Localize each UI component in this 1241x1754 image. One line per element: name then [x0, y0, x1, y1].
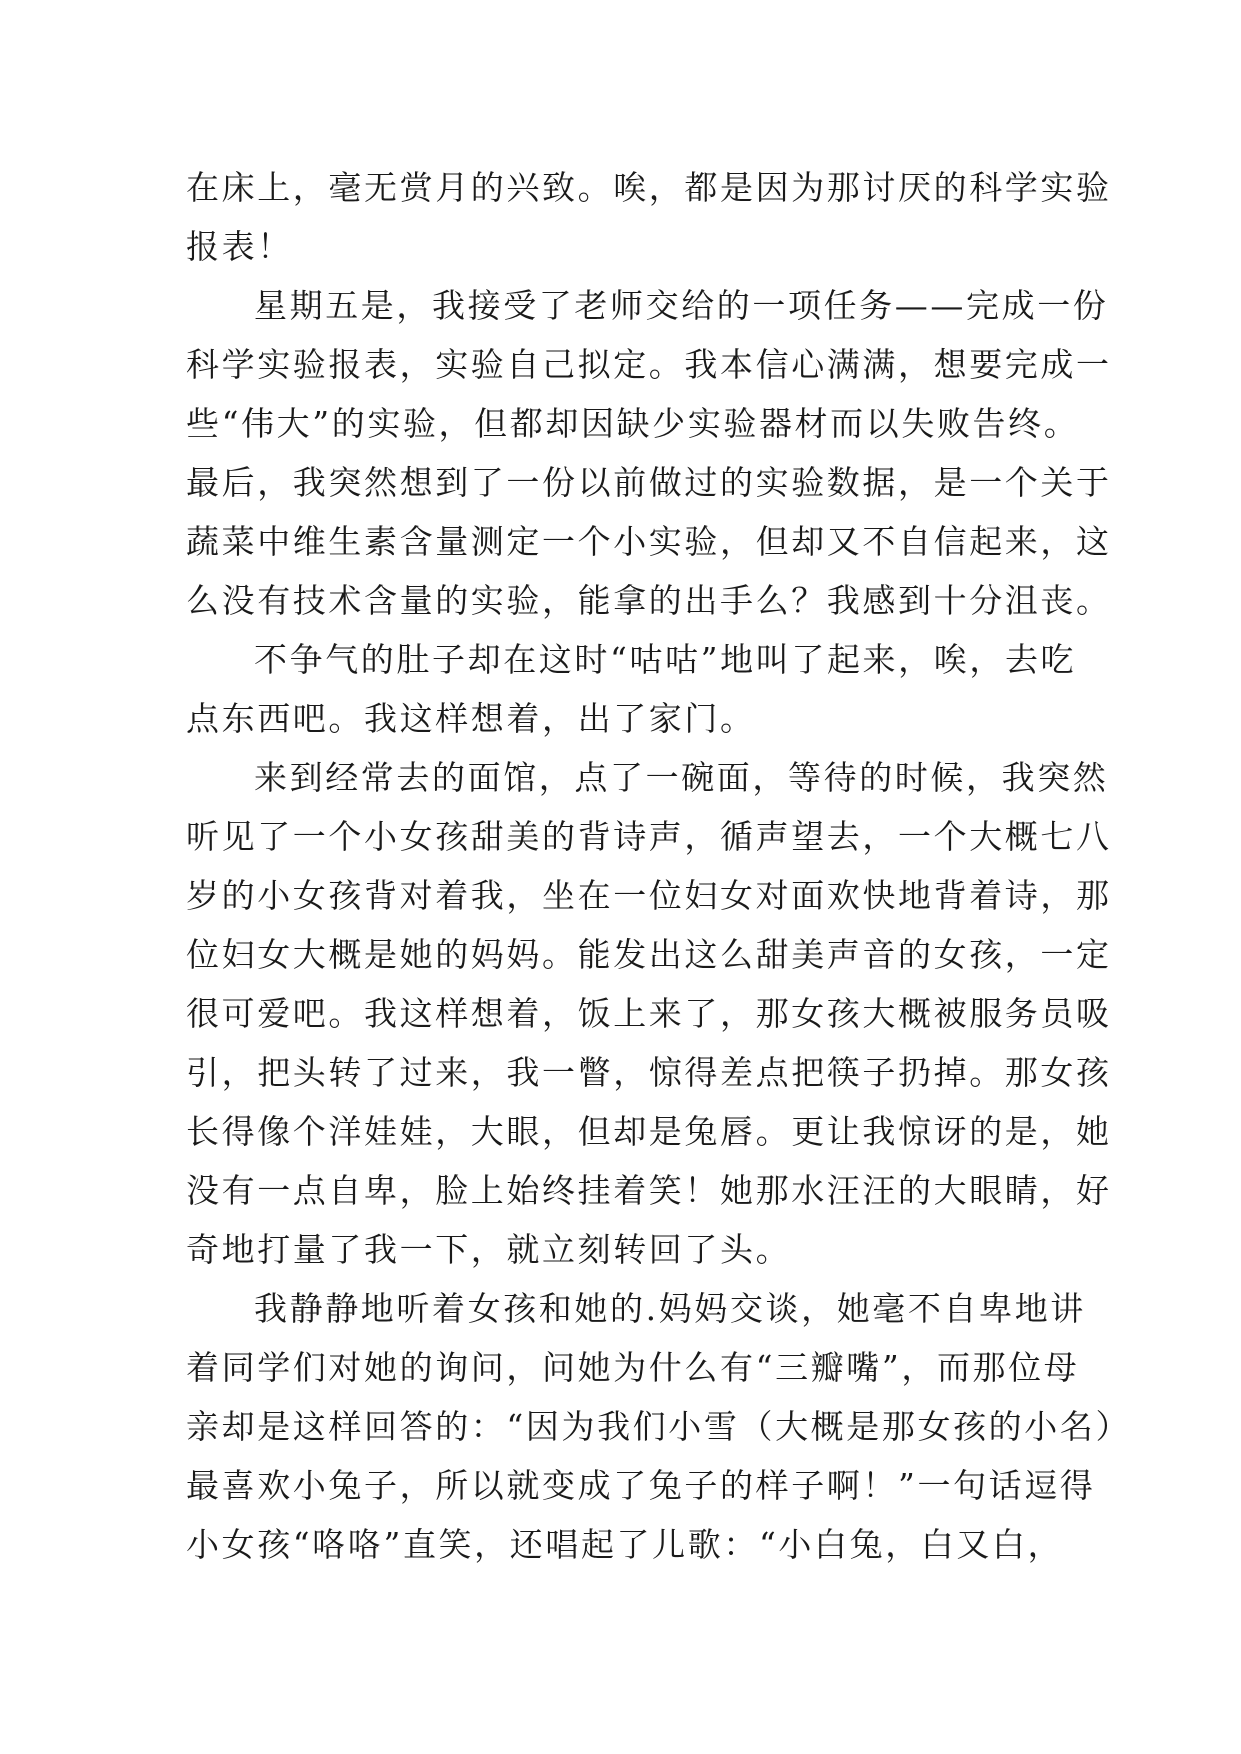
text-line: 最后，我突然想到了一份以前做过的实验数据，是一个关于 [186, 463, 1112, 502]
text-line: 岁的小女孩背对着我，坐在一位妇女对面欢快地背着诗，那 [186, 876, 1112, 915]
text-line: 着同学们对她的询问，问她为什么有“三瓣嘴”，而那位母 [186, 1348, 1080, 1387]
text-line: 很可爱吧。我这样想着，饭上来了，那女孩大概被服务员吸 [186, 994, 1112, 1033]
text-line: 蔬菜中维生素含量测定一个小实验，但却又不自信起来，这 [186, 522, 1112, 561]
paragraph-start-line: 我静静地听着女孩和她的.妈妈交谈，她毫不自卑地讲 [254, 1289, 1086, 1328]
text-line: 引，把头转了过来，我一瞥，惊得差点把筷子扔掉。那女孩 [186, 1053, 1112, 1092]
text-line: 最喜欢小兔子，所以就变成了兔子的样子啊！”一句话逗得 [186, 1466, 1096, 1505]
text-line: 没有一点自卑，脸上始终挂着笑！她那水汪汪的大眼睛，好 [186, 1171, 1112, 1210]
paragraph-start-line: 来到经常去的面馆，点了一碗面，等待的时候，我突然 [254, 758, 1109, 797]
text-line: 报表！ [186, 227, 293, 266]
text-line: 奇地打量了我一下，就立刻转回了头。 [186, 1230, 792, 1269]
text-line: 科学实验报表，实验自己拟定。我本信心满满，想要完成一 [186, 345, 1112, 384]
paragraph-start-line: 不争气的肚子却在这时“咕咕”地叫了起来，唉，去吃 [254, 640, 1077, 679]
text-line: 点东西吧。我这样想着，出了家门。 [186, 699, 756, 738]
text-line: 位妇女大概是她的妈妈。能发出这么甜美声音的女孩，一定 [186, 935, 1112, 974]
text-line: 长得像个洋娃娃，大眼，但却是兔唇。更让我惊讶的是，她 [186, 1112, 1112, 1151]
text-line: 亲却是这样回答的：“因为我们小雪（大概是那女孩的小名） [186, 1407, 1132, 1446]
text-line: 些“伟大”的实验，但都却因缺少实验器材而以失败告终。 [186, 404, 1080, 443]
text-line: 听见了一个小女孩甜美的背诗声，循声望去，一个大概七八 [186, 817, 1112, 856]
text-line: 小女孩“咯咯”直笑，还唱起了儿歌：“小白兔，白又白， [186, 1525, 1064, 1564]
text-line: 么没有技术含量的实验，能拿的出手么？我感到十分沮丧。 [186, 581, 1112, 620]
paragraph-start-line: 星期五是，我接受了老师交给的一项任务——完成一份 [254, 286, 1109, 325]
text-line: 在床上，毫无赏月的兴致。唉，都是因为那讨厌的科学实验 [186, 168, 1112, 207]
body-text [186, 158, 1132, 1574]
